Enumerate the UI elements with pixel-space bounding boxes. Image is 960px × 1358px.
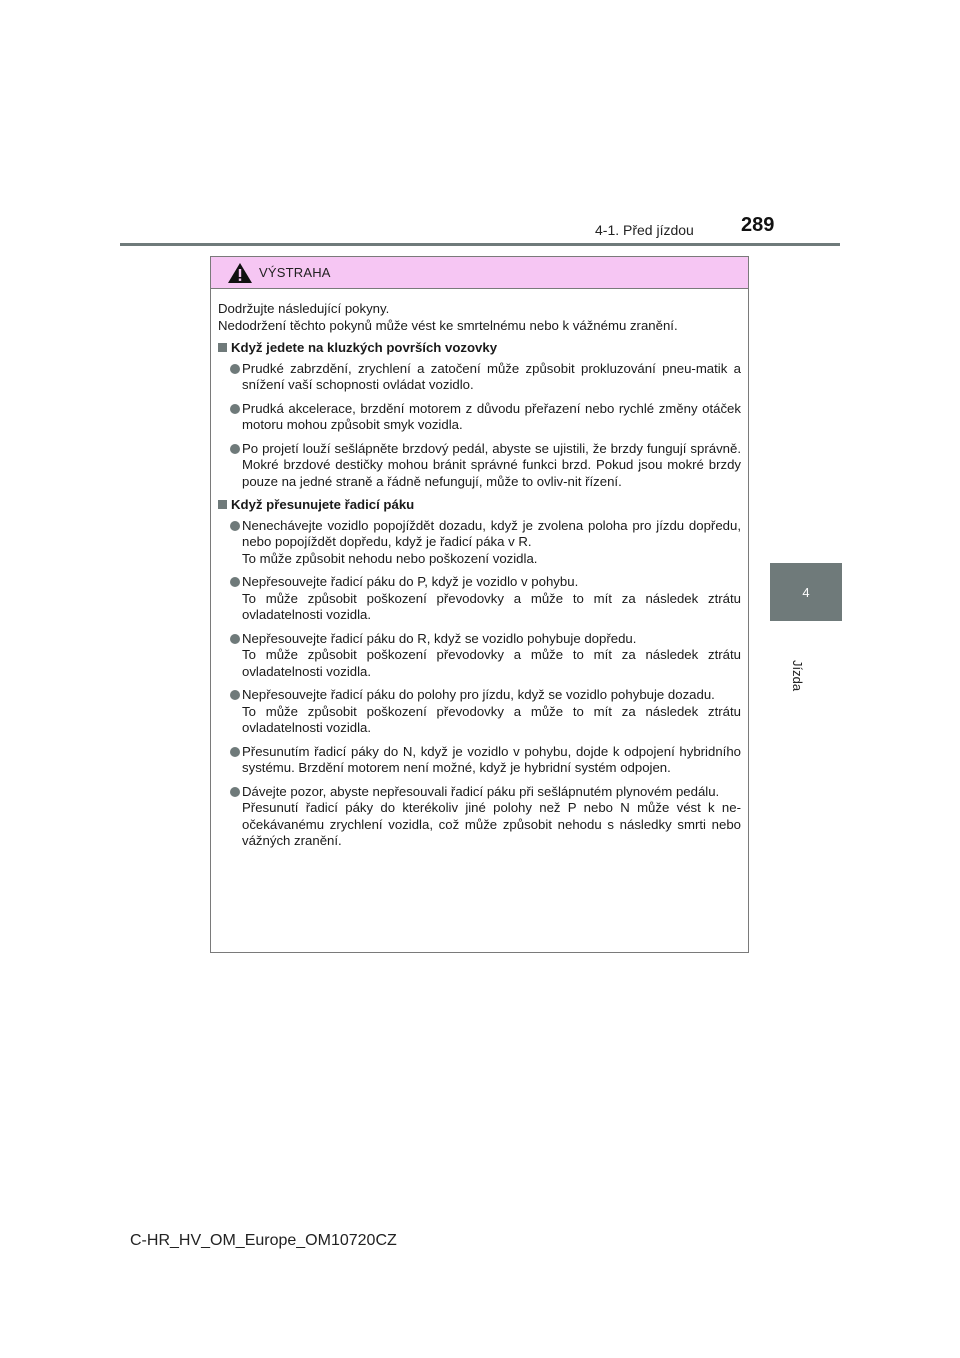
warning-sections [218,340,741,850]
round-bullet-icon [230,521,240,531]
warning-item [218,518,741,568]
chapter-tab [770,563,842,621]
warning-item-text: Prudká akcelerace, brzdění motorem z důvodu přeřazení nebo rychlé změny otáček motoru mohou způsobit smyk vozidla. [242,400,741,432]
round-bullet-icon [230,444,240,454]
warning-item [218,361,741,394]
warning-item-text: Nepřesouvejte řadicí páku do P, když je vozidlo v pohybu. To může způsobit poškození převodovky a může to mít za následek ztrátu ovladatelnosti vozidla. [242,574,741,622]
page-number: 289 [741,214,775,236]
warning-item-text: Po projetí louží sešlápněte brzdový pedál, abyste se ujistili, že brzdy fungují správně. Mokré brzdové destičky mohou bránit správné funkci brzd. Pokud jsou mokré brzdy pouze na jedné straně a řádně nefungují, může to ovliv-nit řízení. [242,440,741,489]
round-bullet-icon [230,747,240,757]
square-bullet-icon [218,500,227,509]
warning-header [211,257,748,289]
warning-item [218,687,741,737]
subheading-text: Když přesunujete řadicí páku [231,497,415,512]
warning-item [218,744,741,777]
warning-item [218,401,741,434]
warning-item-text: Nepřesouvejte řadicí páku do R, když se vozidlo pohybuje dopředu. To může způsobit poškození převodovky a může to mít za následek ztrátu ovladatelnosti vozidla. [242,630,741,679]
round-bullet-icon [230,577,240,587]
warning-title: VÝSTRAHA [259,265,331,280]
intro-line: Nedodržení těchto pokynů může vést ke smrtelnému nebo k vážnému zranění. [218,317,678,333]
warning-item-text: Prudké zabrzdění, zrychlení a zatočení může způsobit prokluzování pneu-matik a snížení vaší schopnosti ovládat vozidlo. [242,360,741,392]
section-title: 4-1. Před jízdou [595,222,694,238]
chapter-number: 4 [802,585,810,600]
warning-subheading [218,497,741,514]
document-code: C-HR_HV_OM_Europe_OM10720CZ [130,1232,397,1249]
warning-item-text: Nepřesouvejte řadicí páku do polohy pro jízdu, když se vozidlo pohybuje dozadu. To může způsobit poškození převodovky a může to mít za následek ztrátu ovladatelnosti vozidla. [242,687,741,735]
chapter-label: Jízda [790,660,805,692]
warning-subheading [218,340,741,357]
warning-item-text: Dávejte pozor, abyste nepřesouvali řadicí páku při sešlápnutém plynovém pedálu. Přesunutí řadicí páky do kterékoliv jiné polohy než P nebo N může vést k ne-očekávanému zrychlení vozidla, což může způsobit nehodu s následky smrti nebo vážných zranění. [242,783,741,848]
round-bullet-icon [230,404,240,414]
round-bullet-icon [230,364,240,374]
square-bullet-icon [218,343,227,352]
warning-intro [218,301,741,334]
warning-item-text: Přesunutím řadicí páky do N, když je vozidlo v pohybu, dojde k odpojení hybridního systému. Brzdění motorem není možné, když je hybridní systém odpojen. [242,743,741,775]
warning-box [210,256,749,953]
intro-line: Dodržujte následující pokyny. [218,301,390,316]
round-bullet-icon [230,690,240,700]
warning-item [218,441,741,491]
warning-item [218,631,741,681]
header-rule [120,243,840,246]
subheading-text: Když jedete na kluzkých površích vozovky [231,340,498,355]
round-bullet-icon [230,787,240,797]
warning-item [218,784,741,850]
warning-triangle-icon [227,262,253,284]
round-bullet-icon [230,634,240,644]
warning-item-text: Nenechávejte vozidlo popojíždět dozadu, když je zvolena poloha pro jízdu dopředu, nebo popojíždět dopředu, když je řadicí páka v R. To může způsobit nehodu nebo poškození vozidla. [242,517,741,566]
warning-body [211,289,748,850]
warning-item [218,574,741,624]
